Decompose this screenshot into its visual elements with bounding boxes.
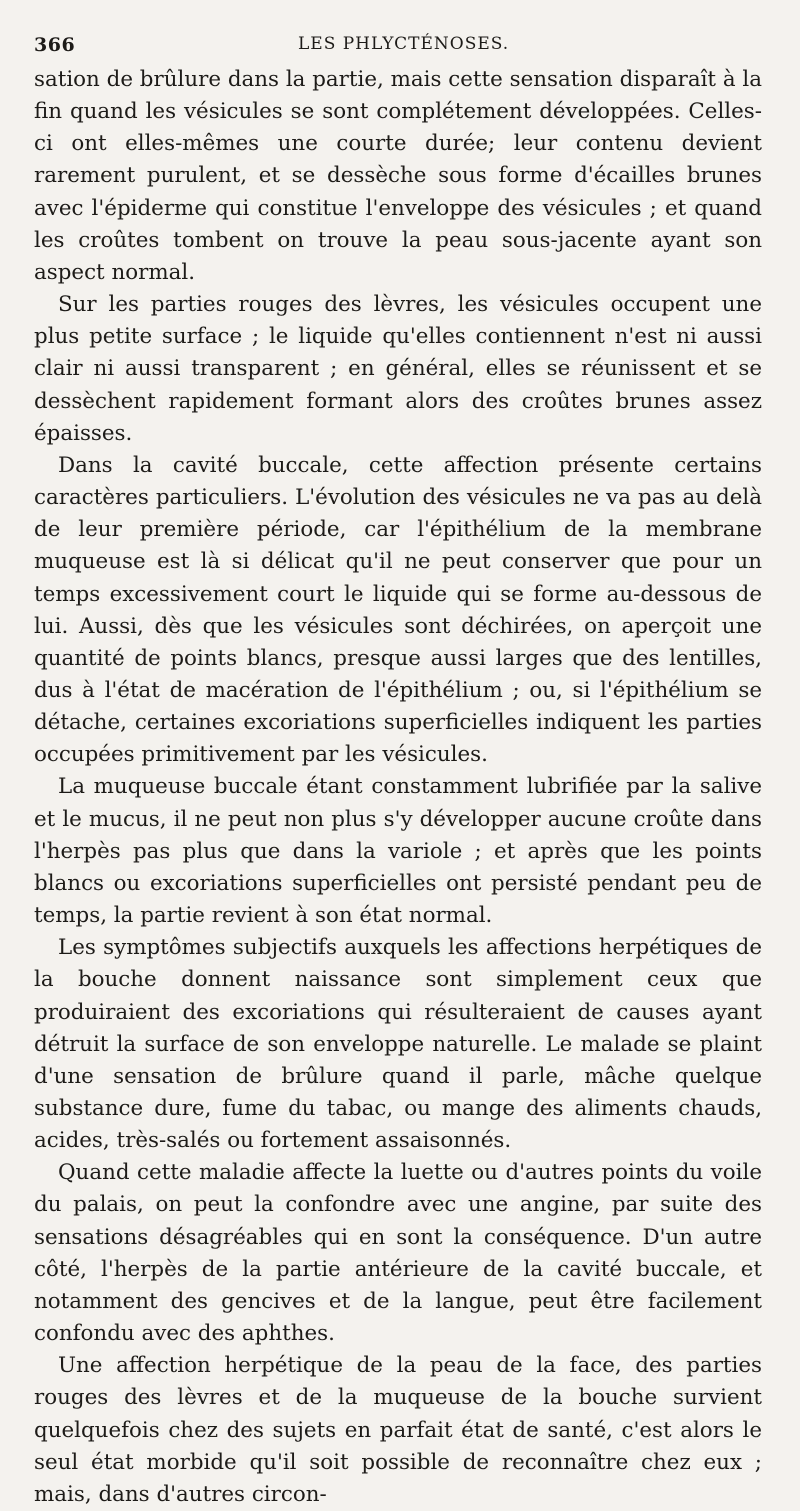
paragraph: La muqueuse buccale étant constamment lubrifiée par la salive et le mucus, il ne peut non plus s'y développer aucune croûte dans l'herpès pas plus que dans la variole ; et après que les points blancs ou excoriations superficielles ont persisté pendant peu de temps, la partie revient à son état normal. bbox=[34, 774, 762, 929]
paragraph: Sur les parties rouges des lèvres, les vésicules occupent une plus petite surface ; le liquide qu'elles contiennent n'est ni aussi clair ni aussi transparent ; en général, elles se réunissent et se dessèchent rapidement formant alors des croûtes brunes assez épaisses. bbox=[34, 292, 762, 446]
body-text bbox=[34, 64, 762, 1511]
running-title: LES PHLYCTÉNOSES. bbox=[298, 34, 510, 54]
paragraph-continuation: sation de brûlure dans la partie, mais cette sensation disparaît à la fin quand les vésicules se sont complétement développées. Celles-ci ont elles-mêmes une courte durée; leur contenu devient rarement purulent, et se dessèche sous forme d'écailles brunes avec l'épiderme qui constitue l'enveloppe des vésicules ; et quand les croûtes tombent on trouve la peau sous-jacente ayant son aspect normal. bbox=[34, 67, 762, 285]
paragraph: Les symptômes subjectifs auxquels les affections herpétiques de la bouche donnent naissance sont simplement ceux que produiraient des excoriations qui résulteraient de causes ayant détruit la surface de son enveloppe naturelle. Le malade se plaint d'une sensation de brûlure quand il parle, mâche quelque substance dure, fume du tabac, ou mange des aliments chauds, acides, très-salés ou fortement assaisonnés. bbox=[34, 935, 762, 1154]
paragraph: Dans la cavité buccale, cette affection présente certains caractères particuliers. L'évolution des vésicules ne va pas au delà de leur première période, car l'épithélium de la membrane muqueuse est là si délicat qu'il ne peut conserver que pour un temps excessivement court le liquide qui se forme au-dessous de lui. Aussi, dès que les vésicules sont déchirées, on aperçoit une quantité de points blancs, presque aussi larges que des lentilles, dus à l'état de macération de l'épithélium ; ou, si l'épithélium se détache, certaines excoriations superficielles indiquent les parties occupées primitivement par les vésicules. bbox=[34, 452, 762, 768]
paragraph: Quand cette maladie affecte la luette ou d'autres points du voile du palais, on peut la confondre avec une angine, par suite des sensations désagréables qui en sont la conséquence. D'un autre côté, l'herpès de la partie antérieure de la cavité buccale, et notamment des gencives et de la langue, peut être facilement confondu avec des aphthes. bbox=[34, 1160, 762, 1347]
paragraph: Une affection herpétique de la peau de la face, des parties rouges des lèvres et de la muqueuse de la bouche survient quelquefois chez des sujets en parfait état de santé, c'est alors le seul état morbide qu'il soit possible de reconnaître chez eux ; mais, dans d'autres circon- bbox=[34, 1353, 762, 1507]
running-head bbox=[34, 30, 762, 64]
page-number: 366 bbox=[34, 34, 76, 56]
